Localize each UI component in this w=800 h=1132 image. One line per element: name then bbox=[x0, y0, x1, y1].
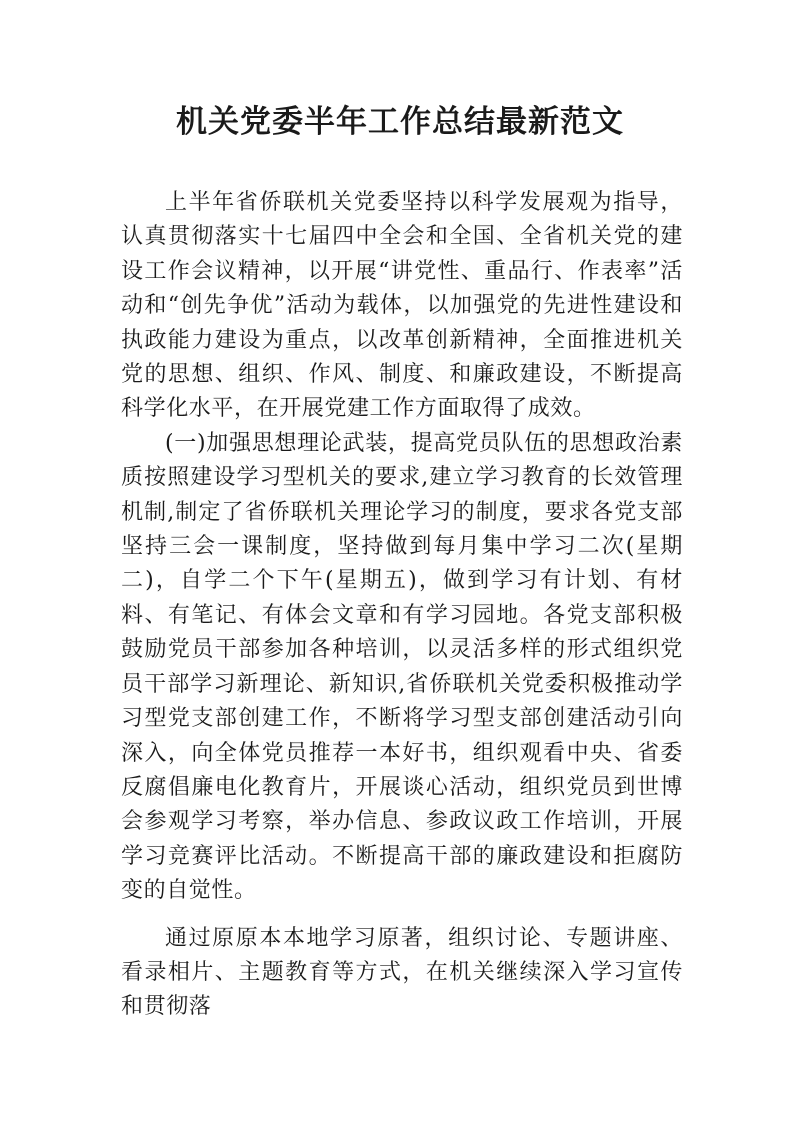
document-title: 机关党委半年工作总结最新范文 bbox=[176, 104, 624, 140]
paragraph-intro: 上半年省侨联机关党委坚持以科学发展观为指导，认真贯彻落实十七届四中全会和全国、全省机关党的建设工作会议精神，以开展“讲党性、重品行、作表率”活动和“创先争优”活动为载体，以加强党的先进性建设和执政能力建设为重点，以改革创新精神，全面推进机关党的思想、组织、作风、制度、和廉政建设，不断提高科学化水平，在开展党建工作方面取得了成效。 bbox=[121, 190, 683, 422]
paragraph-section-1: (一)加强思想理论武装，提高党员队伍的思想政治素质按照建设学习型机关的要求,建立学习教育的长效管理机制,制定了省侨联机关理论学习的制度，要求各党支部坚持三会一课制度，坚持做到每月集中学习二次(星期二)，自学二个下午(星期五)，做到学习有计划、有材料、有笔记、有体会文章和有学习园地。各党支部积极鼓励党员干部参加各种培训，以灵活多样的形式组织党员干部学习新理论、新知识,省侨联机关党委积极推动学习型党支部创建工作，不断将学习型支部创建活动引向深入，向全体党员推荐一本好书，组织观看中央、省委反腐倡廉电化教育片，开展谈心活动，组织党员到世博会参观学习考察，举办信息、参政议政工作培训，开展学习竞赛评比活动。不断提高干部的廉政建设和拒腐防变的自觉性。 bbox=[121, 430, 683, 904]
paragraph-study: 通过原原本本地学习原著，组织讨论、专题讲座、看录相片、主题教育等方式，在机关继续深入学习宣传和贯彻落 bbox=[121, 925, 683, 1020]
document-body bbox=[121, 186, 683, 1025]
